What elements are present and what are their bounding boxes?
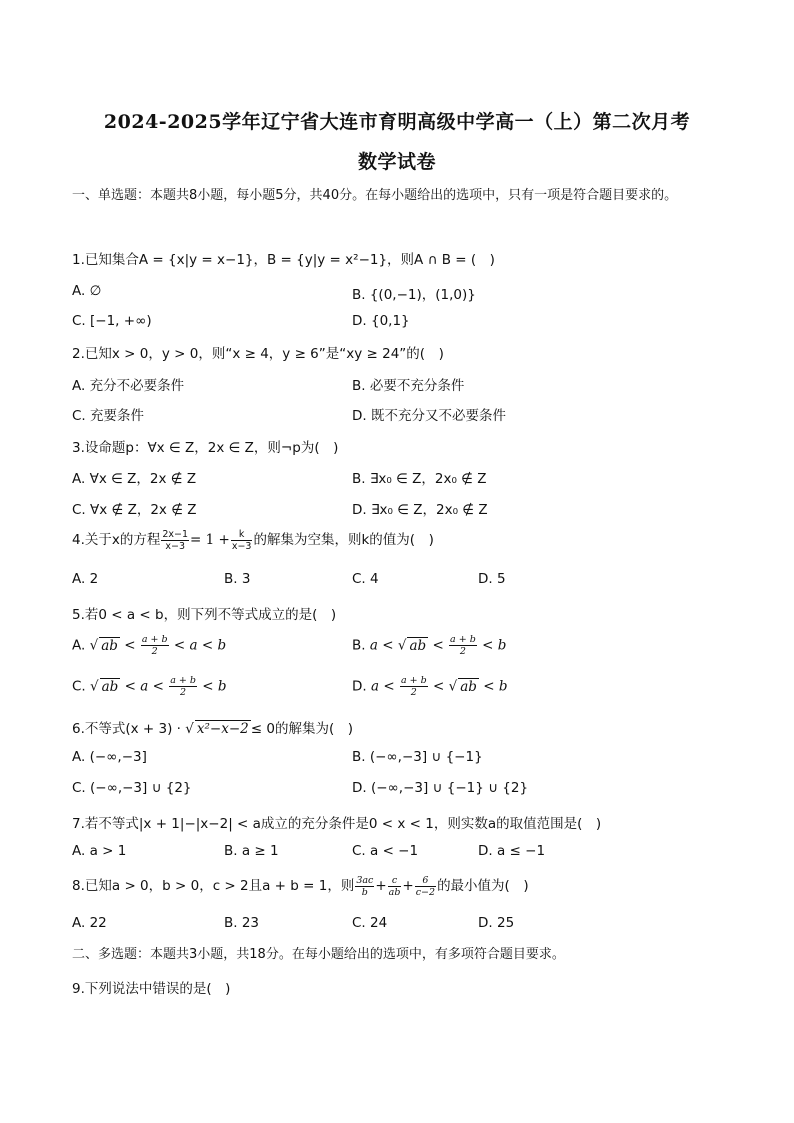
q6-option-a: A. (−∞,−3] [72, 749, 147, 765]
q5-b-b: b [497, 637, 507, 654]
q5-option-c [72, 675, 227, 698]
question-8 [72, 874, 529, 898]
question-2: 2.已知x > 0，y > 0，则“x ≥ 4，y ≥ 6”是“xy ≥ 24”的( ) [72, 346, 444, 362]
q5-option-b [352, 634, 506, 657]
section-single-choice-intro: 一、单选题：本题共8小题，每小题5分，共40分。在每小题给出的选项中，只有一项是符合题目要求的。 [72, 188, 678, 203]
q6-option-d: D. (−∞,−3] ∪ {−1} ∪ {2} [352, 780, 529, 796]
q8-frac1-den: b [361, 886, 368, 898]
q3-option-c: C. ∀x ∉ Z，2x ∉ Z [72, 502, 197, 518]
q4-option-c: C. 4 [352, 571, 379, 587]
q5-b-root: ab [409, 637, 427, 654]
q8-option-d: D. 25 [478, 915, 515, 931]
question-7: 7.若不等式|x + 1|−|x−2| < a成立的充分条件是0 < x < 1，则实数a的取值范围是( ) [72, 816, 602, 832]
q5-a-b: b [217, 637, 227, 654]
q5-a-frac-den: 2 [151, 646, 158, 657]
q6-option-c: C. (−∞,−3] ∪ {2} [72, 780, 192, 796]
q1-option-c: C. [−1, +∞) [72, 313, 152, 329]
q4-option-d: D. 5 [478, 571, 506, 587]
q5-b-frac-num: a + b [450, 634, 476, 645]
q5-c-lt3: < [202, 678, 214, 695]
q2-option-c: C. 充要条件 [72, 408, 145, 424]
q8-option-a: A. 22 [72, 915, 107, 931]
q7-option-c: C. a < −1 [352, 843, 419, 859]
q4-frac1-den: x−3 [165, 540, 186, 552]
q4-option-a: A. 2 [72, 571, 99, 587]
q6-option-b: B. (−∞,−3] ∪ {−1} [352, 749, 483, 765]
q5-d-frac-den: 2 [410, 687, 417, 698]
radical-icon: √ [89, 637, 99, 654]
q5-c-a: a [140, 678, 149, 695]
q5-c-label: C. [72, 678, 86, 695]
q5-d-b: b [498, 678, 508, 695]
q5-a-label: A. [72, 637, 86, 654]
q5-c-frac-num: a + b [170, 675, 196, 686]
q5-d-lt2: < [433, 678, 445, 695]
q5-d-label: D. [352, 678, 367, 695]
q8-frac2-num: c [388, 875, 402, 887]
question-9: 9.下列说法中错误的是( ) [72, 981, 231, 997]
q7-option-d: D. a ≤ −1 [478, 843, 546, 859]
q5-b-lt3: < [482, 637, 494, 654]
q2-option-a: A. 充分不必要条件 [72, 378, 185, 394]
q5-c-frac [169, 675, 197, 698]
q5-a-a: a [189, 637, 198, 654]
q4-eq-mid: = 1 + [190, 532, 230, 548]
exam-subtitle: 数学试卷 [357, 151, 436, 173]
question-1: 1.已知集合A = {x|y = x−1}，B = {y|y = x²−1}，则A ∩ B = ( ) [72, 252, 495, 268]
q8-frac2-den: ab [388, 886, 401, 898]
q5-d-lt1: < [383, 678, 395, 695]
radical-icon: √ [448, 678, 458, 695]
q3-option-a: A. ∀x ∈ Z，2x ∉ Z [72, 471, 197, 487]
q8-stem-prefix: 8.已知a > 0，b > 0，c > 2且a + b = 1，则 [72, 878, 355, 894]
q8-frac-3 [415, 875, 436, 898]
q5-c-root: ab [101, 678, 119, 695]
q4-fraction-left [161, 529, 189, 552]
question-4 [72, 528, 434, 552]
q5-d-lt3: < [483, 678, 495, 695]
q5-a-lt2: < [173, 637, 186, 654]
q5-a-frac-num: a + b [141, 634, 168, 645]
q5-c-frac-den: 2 [180, 687, 187, 698]
q5-a-root: ab [101, 637, 118, 654]
q5-d-frac [400, 675, 428, 698]
q3-option-d: D. ∃x₀ ∈ Z，2x₀ ∉ Z [352, 502, 488, 518]
q8-option-c: C. 24 [352, 915, 388, 931]
question-3: 3.设命题p：∀x ∈ Z，2x ∈ Z，则¬p为( ) [72, 440, 339, 456]
q5-a-lt3: < [201, 637, 214, 654]
exam-title: 2024-2025学年辽宁省大连市育明高级中学高一（上）第二次月考 [103, 111, 691, 133]
q5-d-a: a [370, 678, 380, 695]
q6-root: x²−x−2 [196, 721, 249, 737]
q4-option-b: B. 3 [224, 571, 251, 587]
q8-frac-1 [355, 875, 374, 898]
q1-option-a: A. ∅ [72, 283, 102, 299]
q8-frac1-num: 3ac [356, 874, 374, 886]
q4-frac1-num: 2x−1 [162, 528, 189, 540]
q4-fraction-right [231, 529, 253, 552]
q5-d-root: ab [460, 678, 477, 695]
q8-stem-suffix: 的最小值为( ) [437, 878, 529, 894]
q4-frac2-den: x−3 [231, 540, 252, 552]
q2-option-b: B. 必要不充分条件 [352, 378, 465, 394]
q5-c-b: b [217, 678, 227, 695]
q6-stem-prefix: 6.不等式(x + 3) · [72, 721, 181, 737]
q1-option-d: D. {0,1} [352, 313, 410, 329]
q7-option-a: A. a > 1 [72, 843, 127, 859]
q2-option-d: D. 既不充分又不必要条件 [352, 408, 506, 424]
section-multiple-choice-intro: 二、多选题：本题共3小题，共18分。在每小题给出的选项中，有多项符合题目要求。 [72, 947, 565, 962]
q5-d-frac-num: a + b [400, 675, 427, 686]
q5-b-label: B. [352, 637, 366, 654]
q4-frac2-num: k [231, 529, 253, 541]
question-5: 5.若0 < a < b，则下列不等式成立的是( ) [72, 607, 337, 623]
q4-stem-prefix: 4.关于x的方程 [72, 532, 161, 548]
q4-stem-suffix: 的解集为空集，则k的值为( ) [253, 532, 434, 548]
question-6 [72, 717, 353, 737]
q5-c-lt1: < [124, 678, 136, 695]
q5-b-frac [449, 634, 477, 657]
q6-stem-suffix: ≤ 0的解集为( ) [250, 721, 353, 737]
q8-plus-1: + [375, 878, 387, 894]
q8-frac3-den: c−2 [415, 886, 436, 898]
q5-b-lt1: < [382, 637, 394, 654]
q1-option-b: B. {(0,−1)，(1,0)} [352, 287, 476, 303]
q8-frac-2 [388, 875, 402, 898]
q5-option-a [72, 634, 226, 657]
q8-option-b: B. 23 [224, 915, 260, 931]
q5-option-d [352, 675, 507, 698]
q5-a-frac [141, 634, 169, 657]
q5-b-frac-den: 2 [459, 646, 466, 657]
q5-a-lt1: < [124, 637, 136, 654]
radical-icon: √ [185, 721, 194, 737]
q5-b-a: a [369, 637, 378, 654]
q5-b-lt2: < [432, 637, 444, 654]
radical-icon: √ [397, 637, 407, 654]
q3-option-b: B. ∃x₀ ∈ Z，2x₀ ∉ Z [352, 471, 487, 487]
q8-plus-2: + [402, 878, 414, 894]
q8-frac3-num: 6 [415, 875, 436, 887]
radical-icon: √ [90, 678, 99, 695]
q5-c-lt2: < [152, 678, 164, 695]
q7-option-b: B. a ≥ 1 [224, 843, 279, 859]
